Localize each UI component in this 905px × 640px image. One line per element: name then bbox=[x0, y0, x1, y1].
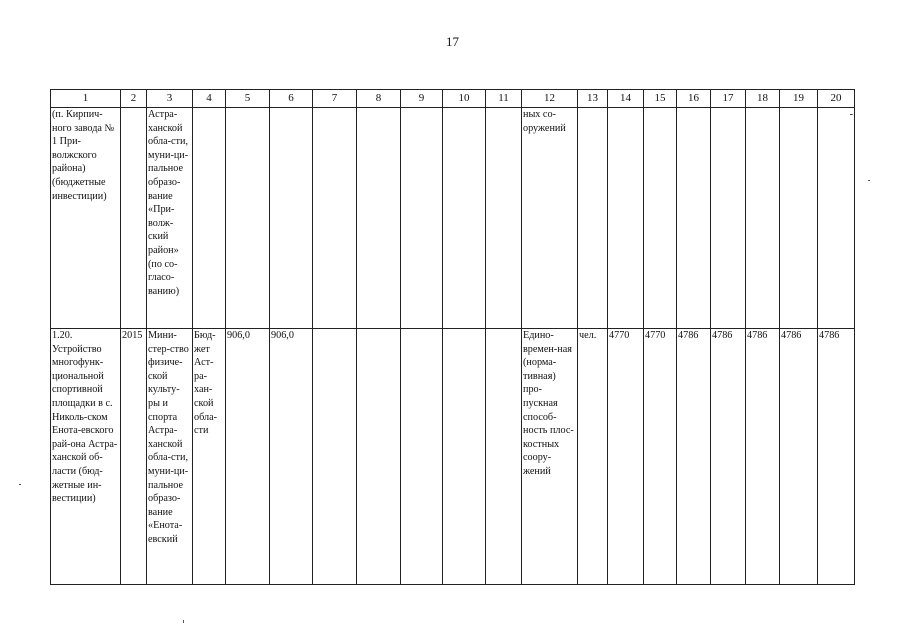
table-cell: 906,0 bbox=[226, 329, 270, 585]
table-cell bbox=[357, 329, 401, 585]
column-header: 4 bbox=[193, 90, 226, 108]
table-row bbox=[51, 329, 855, 585]
column-header: 5 bbox=[226, 90, 270, 108]
table-cell bbox=[401, 108, 443, 329]
table-cell bbox=[746, 108, 780, 329]
table-cell: 4786 bbox=[746, 329, 780, 585]
table-cell: 4786 bbox=[711, 329, 746, 585]
table-cell bbox=[193, 108, 226, 329]
table-cell: 4786 bbox=[818, 329, 855, 585]
table-cell bbox=[270, 108, 313, 329]
table-cell bbox=[677, 108, 711, 329]
column-header: 10 bbox=[443, 90, 486, 108]
table-cell bbox=[313, 329, 357, 585]
table-cell: Мини-стер-ство физиче-ской культу-ры и спорта Астра-ханской обла-сти, муни-ци-пальное образо-вание «Енота-евский bbox=[147, 329, 193, 585]
table-cell bbox=[443, 108, 486, 329]
column-header: 8 bbox=[357, 90, 401, 108]
table-cell bbox=[608, 108, 644, 329]
table-cell bbox=[486, 329, 522, 585]
column-header: 14 bbox=[608, 90, 644, 108]
column-header: 2 bbox=[121, 90, 147, 108]
table-cell bbox=[780, 108, 818, 329]
table-row bbox=[51, 108, 855, 329]
scan-speck bbox=[868, 180, 870, 181]
column-header: 1 bbox=[51, 90, 121, 108]
table-cell: 4786 bbox=[677, 329, 711, 585]
column-header: 13 bbox=[578, 90, 608, 108]
column-header: 18 bbox=[746, 90, 780, 108]
scan-speck bbox=[19, 484, 21, 485]
table-cell: 4786 bbox=[780, 329, 818, 585]
table-cell: 1.20. Устройство многофунк-циональной спортивной площадки в с. Николь-ском Енота-евского рай-она Астра-ханской об-ласти (бюд-жетные ин-вестиции) bbox=[51, 329, 121, 585]
column-header: 12 bbox=[522, 90, 578, 108]
table-cell bbox=[121, 108, 147, 329]
column-header: 20 bbox=[818, 90, 855, 108]
table-cell: 2015 bbox=[121, 329, 147, 585]
table-cell: - bbox=[818, 108, 855, 329]
table-cell: Едино-времен-ная (норма-тивная) про-пускная способ-ность плос-костных соору-жений bbox=[522, 329, 578, 585]
table-cell: ных со-оружений bbox=[522, 108, 578, 329]
table-cell bbox=[711, 108, 746, 329]
scan-speck bbox=[183, 620, 184, 623]
column-header: 7 bbox=[313, 90, 357, 108]
table-cell: чел. bbox=[578, 329, 608, 585]
column-header: 6 bbox=[270, 90, 313, 108]
data-table bbox=[50, 89, 855, 585]
table-cell: Астра-ханской обла-сти, муни-ци-пальное образо-вание «При-волж-ский район» (по со-гласо-ванию) bbox=[147, 108, 193, 329]
table-cell bbox=[486, 108, 522, 329]
table-cell bbox=[357, 108, 401, 329]
column-header: 15 bbox=[644, 90, 677, 108]
table-cell bbox=[578, 108, 608, 329]
column-header: 17 bbox=[711, 90, 746, 108]
table-cell: Бюд-жет Аст-ра-хан-ской обла-сти bbox=[193, 329, 226, 585]
column-header: 11 bbox=[486, 90, 522, 108]
table-cell bbox=[401, 329, 443, 585]
column-header: 3 bbox=[147, 90, 193, 108]
table-cell bbox=[313, 108, 357, 329]
table-cell: 4770 bbox=[608, 329, 644, 585]
column-header: 9 bbox=[401, 90, 443, 108]
table-cell: 906,0 bbox=[270, 329, 313, 585]
table-cell bbox=[226, 108, 270, 329]
page-number: 17 bbox=[446, 34, 459, 49]
table-cell: (п. Кирпич-ного завода № 1 При-волжского района) (бюджетные инвестиции) bbox=[51, 108, 121, 329]
table-cell bbox=[443, 329, 486, 585]
column-header: 16 bbox=[677, 90, 711, 108]
table-cell: 4770 bbox=[644, 329, 677, 585]
table-cell bbox=[644, 108, 677, 329]
column-header: 19 bbox=[780, 90, 818, 108]
header-row bbox=[51, 90, 855, 108]
